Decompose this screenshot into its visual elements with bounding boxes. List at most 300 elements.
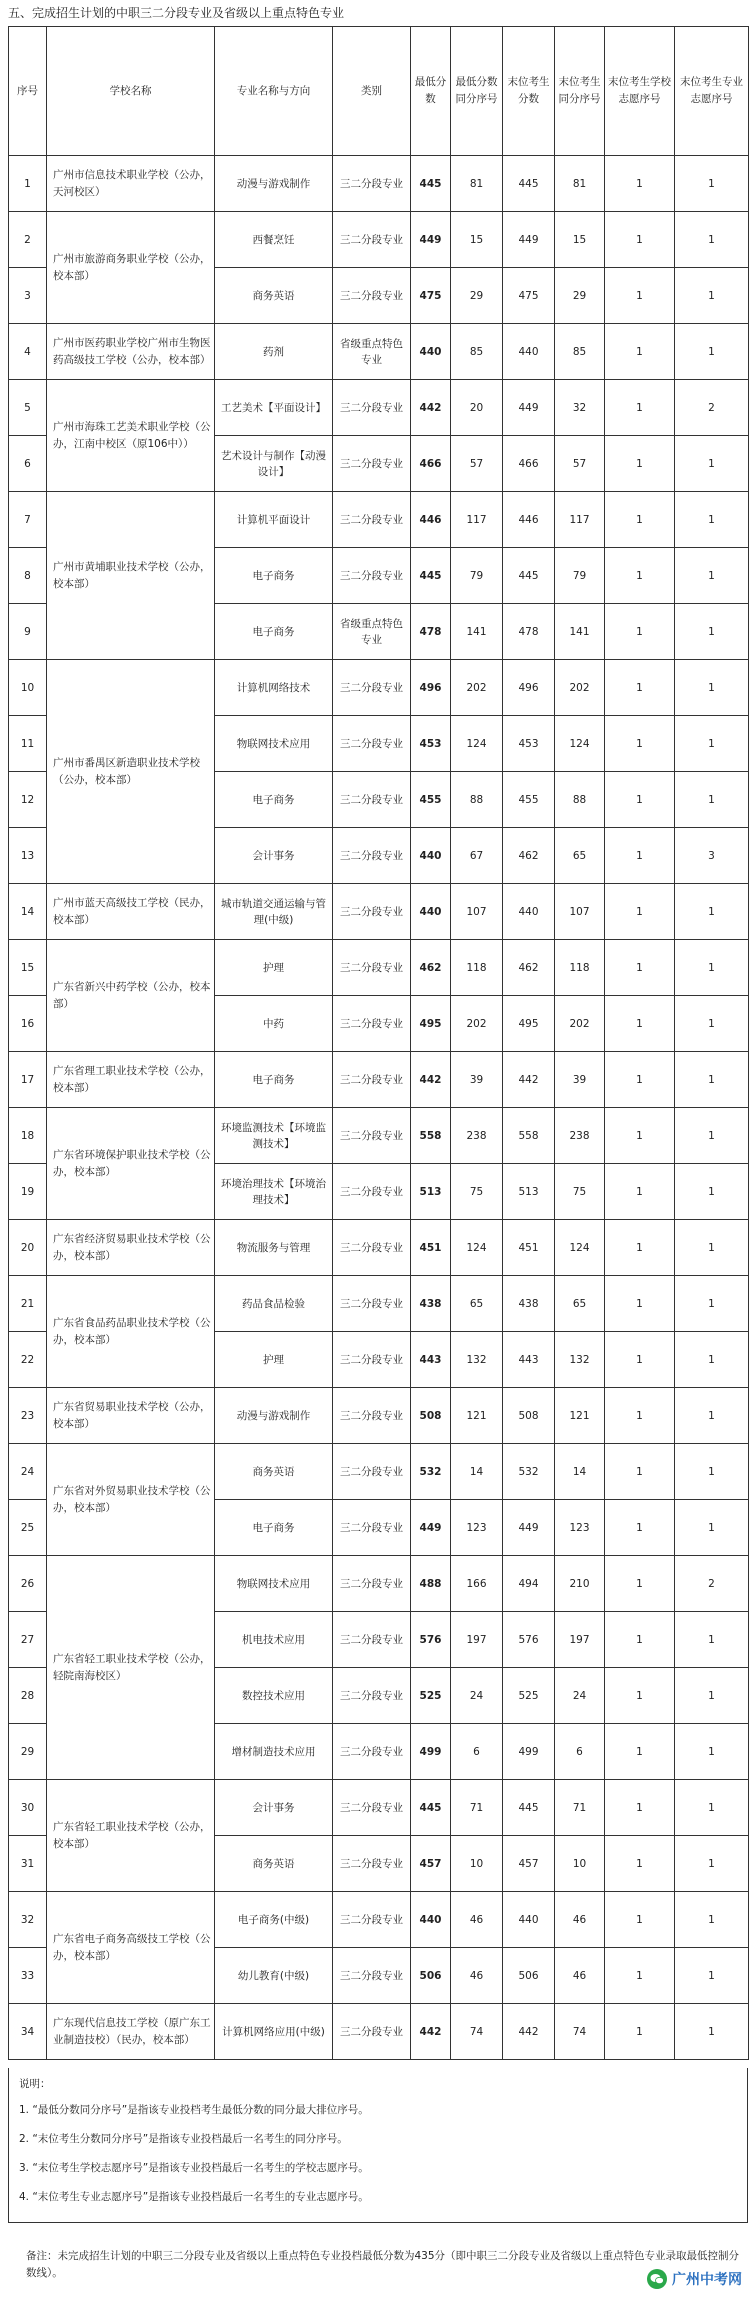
- cell-no: 23: [9, 1388, 47, 1444]
- cell-school-pref: 1: [605, 604, 675, 660]
- cell-category: 三二分段专业: [333, 1332, 411, 1388]
- cell-no: 11: [9, 716, 47, 772]
- cell-min-score: 440: [411, 324, 451, 380]
- cell-no: 30: [9, 1780, 47, 1836]
- cell-no: 32: [9, 1892, 47, 1948]
- cell-school-pref: 1: [605, 1276, 675, 1332]
- cell-major: 数控技术应用: [215, 1668, 333, 1724]
- cell-school-pref: 1: [605, 212, 675, 268]
- cell-category: 三二分段专业: [333, 1052, 411, 1108]
- table-row: [9, 1220, 749, 1276]
- cell-min-score: 478: [411, 604, 451, 660]
- cell-category: 三二分段专业: [333, 660, 411, 716]
- cell-min-score: 532: [411, 1444, 451, 1500]
- cell-last-score: 462: [503, 828, 555, 884]
- admission-table: [8, 26, 749, 2060]
- cell-major: 物联网技术应用: [215, 716, 333, 772]
- cell-major-pref: 1: [675, 156, 749, 212]
- cell-min-score: 499: [411, 1724, 451, 1780]
- cell-major: 物流服务与管理: [215, 1220, 333, 1276]
- cell-major-pref: 1: [675, 1388, 749, 1444]
- table-header-row: [9, 27, 749, 156]
- cell-last-rank: 118: [555, 940, 605, 996]
- cell-no: 15: [9, 940, 47, 996]
- cell-category: 三二分段专业: [333, 716, 411, 772]
- cell-major: 电子商务: [215, 1500, 333, 1556]
- cell-last-score: 455: [503, 772, 555, 828]
- header-last-score: 末位考生分数: [503, 27, 555, 156]
- header-major: 专业名称与方向: [215, 27, 333, 156]
- cell-major-pref: 1: [675, 1164, 749, 1220]
- cell-school-pref: 1: [605, 2004, 675, 2060]
- cell-last-score: 438: [503, 1276, 555, 1332]
- cell-last-rank: 197: [555, 1612, 605, 1668]
- cell-school: 广州市番禺区新造职业技术学校（公办，校本部）: [47, 660, 215, 884]
- cell-last-rank: 124: [555, 1220, 605, 1276]
- cell-school-pref: 1: [605, 492, 675, 548]
- cell-last-rank: 75: [555, 1164, 605, 1220]
- cell-major-pref: 1: [675, 1108, 749, 1164]
- cell-no: 1: [9, 156, 47, 212]
- cell-category: 三二分段专业: [333, 884, 411, 940]
- cell-no: 34: [9, 2004, 47, 2060]
- cell-major: 工艺美术【平面设计】: [215, 380, 333, 436]
- cell-major-pref: 1: [675, 436, 749, 492]
- cell-major-pref: 2: [675, 1556, 749, 1612]
- cell-last-score: 449: [503, 212, 555, 268]
- table-row: [9, 1780, 749, 1836]
- table-row: [9, 940, 749, 996]
- cell-school-pref: 1: [605, 1164, 675, 1220]
- cell-last-score: 462: [503, 940, 555, 996]
- cell-school-pref: 1: [605, 828, 675, 884]
- cell-school: 广州市蓝天高级技工学校（民办，校本部）: [47, 884, 215, 940]
- table-body: [9, 156, 749, 2060]
- cell-min-rank: 197: [451, 1612, 503, 1668]
- header-major-pref: 末位考生专业志愿序号: [675, 27, 749, 156]
- admission-table-wrap: [8, 26, 748, 2060]
- cell-major: 护理: [215, 940, 333, 996]
- cell-no: 25: [9, 1500, 47, 1556]
- cell-major-pref: 1: [675, 212, 749, 268]
- cell-last-rank: 32: [555, 380, 605, 436]
- cell-major: 商务英语: [215, 1836, 333, 1892]
- cell-category: 三二分段专业: [333, 1612, 411, 1668]
- cell-min-rank: 124: [451, 1220, 503, 1276]
- cell-school-pref: 1: [605, 660, 675, 716]
- cell-last-rank: 10: [555, 1836, 605, 1892]
- cell-major-pref: 3: [675, 828, 749, 884]
- cell-last-rank: 74: [555, 2004, 605, 2060]
- footnote: 备注：未完成招生计划的中职三二分段专业及省级以上重点特色专业投档最低分数为435分（即中职三二分段专业及省级以上重点特色专业录取最低控制分数线）。: [26, 2250, 740, 2279]
- cell-min-rank: 132: [451, 1332, 503, 1388]
- cell-last-score: 457: [503, 1836, 555, 1892]
- cell-min-rank: 202: [451, 660, 503, 716]
- cell-min-score: 496: [411, 660, 451, 716]
- cell-min-score: 462: [411, 940, 451, 996]
- cell-school-pref: 1: [605, 772, 675, 828]
- cell-school: 广州市海珠工艺美术职业学校（公办，江南中校区（原106中））: [47, 380, 215, 492]
- cell-school-pref: 1: [605, 548, 675, 604]
- cell-min-score: 506: [411, 1948, 451, 2004]
- cell-last-rank: 24: [555, 1668, 605, 1724]
- cell-last-rank: 39: [555, 1052, 605, 1108]
- cell-category: 三二分段专业: [333, 940, 411, 996]
- cell-last-rank: 107: [555, 884, 605, 940]
- cell-major: 计算机网络应用(中级): [215, 2004, 333, 2060]
- cell-school-pref: 1: [605, 1052, 675, 1108]
- cell-major-pref: 1: [675, 1724, 749, 1780]
- cell-category: 三二分段专业: [333, 1556, 411, 1612]
- cell-last-score: 513: [503, 1164, 555, 1220]
- cell-major: 城市轨道交通运输与管理(中级): [215, 884, 333, 940]
- cell-min-rank: 14: [451, 1444, 503, 1500]
- watermark-text: 广州中考网: [672, 2272, 742, 2288]
- cell-last-score: 494: [503, 1556, 555, 1612]
- cell-min-rank: 46: [451, 1892, 503, 1948]
- cell-school-pref: 1: [605, 380, 675, 436]
- cell-last-score: 453: [503, 716, 555, 772]
- cell-min-rank: 238: [451, 1108, 503, 1164]
- cell-major: 电子商务: [215, 1052, 333, 1108]
- cell-min-score: 442: [411, 380, 451, 436]
- cell-min-score: 558: [411, 1108, 451, 1164]
- cell-last-score: 508: [503, 1388, 555, 1444]
- cell-min-score: 453: [411, 716, 451, 772]
- cell-major: 幼儿教育(中级): [215, 1948, 333, 2004]
- cell-category: 三二分段专业: [333, 1500, 411, 1556]
- cell-min-score: 495: [411, 996, 451, 1052]
- cell-last-score: 478: [503, 604, 555, 660]
- cell-school: 广东省轻工职业技术学校（公办，校本部）: [47, 1780, 215, 1892]
- cell-min-rank: 24: [451, 1668, 503, 1724]
- cell-category: 三二分段专业: [333, 1108, 411, 1164]
- table-row: [9, 324, 749, 380]
- cell-school: 广东省电子商务高级技工学校（公办，校本部）: [47, 1892, 215, 2004]
- cell-major-pref: 1: [675, 1892, 749, 1948]
- table-row: [9, 1892, 749, 1948]
- header-min-score: 最低分数: [411, 27, 451, 156]
- page-title: 五、完成招生计划的中职三二分段专业及省级以上重点特色专业: [8, 6, 345, 20]
- table-row: [9, 380, 749, 436]
- cell-last-score: 525: [503, 1668, 555, 1724]
- cell-major: 计算机平面设计: [215, 492, 333, 548]
- cell-major-pref: 2: [675, 380, 749, 436]
- table-row: [9, 492, 749, 548]
- cell-school-pref: 1: [605, 1892, 675, 1948]
- cell-min-rank: 20: [451, 380, 503, 436]
- cell-category: 省级重点特色专业: [333, 604, 411, 660]
- cell-last-rank: 121: [555, 1388, 605, 1444]
- cell-last-rank: 123: [555, 1500, 605, 1556]
- cell-last-rank: 124: [555, 716, 605, 772]
- cell-school-pref: 1: [605, 324, 675, 380]
- cell-major: 增材制造技术应用: [215, 1724, 333, 1780]
- cell-last-score: 558: [503, 1108, 555, 1164]
- cell-major-pref: 1: [675, 1500, 749, 1556]
- cell-last-rank: 238: [555, 1108, 605, 1164]
- cell-min-rank: 71: [451, 1780, 503, 1836]
- cell-min-rank: 15: [451, 212, 503, 268]
- cell-no: 5: [9, 380, 47, 436]
- cell-min-rank: 123: [451, 1500, 503, 1556]
- cell-major: 环境监测技术【环境监测技术】: [215, 1108, 333, 1164]
- cell-category: 三二分段专业: [333, 1724, 411, 1780]
- cell-school: 广州市医药职业学校广州市生物医药高级技工学校（公办，校本部）: [47, 324, 215, 380]
- cell-no: 24: [9, 1444, 47, 1500]
- cell-min-score: 449: [411, 212, 451, 268]
- cell-school-pref: 1: [605, 156, 675, 212]
- header-min-rank: 最低分数同分序号: [451, 27, 503, 156]
- cell-school-pref: 1: [605, 1612, 675, 1668]
- cell-major: 西餐烹饪: [215, 212, 333, 268]
- note-item: 3. “末位考生学校志愿序号”是指该专业投档最后一名考生的学校志愿序号。: [19, 2162, 369, 2174]
- cell-min-score: 488: [411, 1556, 451, 1612]
- cell-category: 三二分段专业: [333, 436, 411, 492]
- cell-no: 6: [9, 436, 47, 492]
- cell-school: 广东省新兴中药学校（公办，校本部）: [47, 940, 215, 1052]
- cell-major-pref: 1: [675, 324, 749, 380]
- cell-last-score: 499: [503, 1724, 555, 1780]
- cell-major-pref: 1: [675, 884, 749, 940]
- cell-min-rank: 39: [451, 1052, 503, 1108]
- cell-last-rank: 29: [555, 268, 605, 324]
- table-row: [9, 212, 749, 268]
- cell-last-rank: 117: [555, 492, 605, 548]
- cell-last-rank: 46: [555, 1948, 605, 2004]
- cell-last-rank: 88: [555, 772, 605, 828]
- cell-no: 8: [9, 548, 47, 604]
- cell-major: 机电技术应用: [215, 1612, 333, 1668]
- cell-last-rank: 132: [555, 1332, 605, 1388]
- cell-min-rank: 75: [451, 1164, 503, 1220]
- cell-last-rank: 202: [555, 996, 605, 1052]
- cell-min-score: 455: [411, 772, 451, 828]
- cell-category: 三二分段专业: [333, 772, 411, 828]
- cell-min-rank: 10: [451, 1836, 503, 1892]
- cell-school: 广州市黄埔职业技术学校（公办，校本部）: [47, 492, 215, 660]
- cell-last-score: 495: [503, 996, 555, 1052]
- cell-min-rank: 81: [451, 156, 503, 212]
- cell-major: 计算机网络技术: [215, 660, 333, 716]
- cell-major: 药品食品检验: [215, 1276, 333, 1332]
- cell-major-pref: 1: [675, 1052, 749, 1108]
- cell-major: 电子商务(中级): [215, 1892, 333, 1948]
- cell-category: 三二分段专业: [333, 1164, 411, 1220]
- cell-min-score: 451: [411, 1220, 451, 1276]
- cell-last-rank: 85: [555, 324, 605, 380]
- cell-last-rank: 210: [555, 1556, 605, 1612]
- cell-school-pref: 1: [605, 436, 675, 492]
- cell-last-rank: 71: [555, 1780, 605, 1836]
- cell-no: 33: [9, 1948, 47, 2004]
- cell-min-score: 446: [411, 492, 451, 548]
- cell-major: 动漫与游戏制作: [215, 1388, 333, 1444]
- cell-no: 12: [9, 772, 47, 828]
- cell-last-score: 443: [503, 1332, 555, 1388]
- cell-category: 三二分段专业: [333, 1948, 411, 2004]
- cell-major-pref: 1: [675, 604, 749, 660]
- header-school: 学校名称: [47, 27, 215, 156]
- cell-min-score: 508: [411, 1388, 451, 1444]
- cell-major-pref: 1: [675, 716, 749, 772]
- table-row: [9, 1388, 749, 1444]
- cell-no: 18: [9, 1108, 47, 1164]
- cell-min-score: 440: [411, 884, 451, 940]
- cell-no: 26: [9, 1556, 47, 1612]
- cell-school-pref: 1: [605, 940, 675, 996]
- cell-major: 护理: [215, 1332, 333, 1388]
- cell-major-pref: 1: [675, 940, 749, 996]
- table-row: [9, 660, 749, 716]
- cell-last-score: 506: [503, 1948, 555, 2004]
- cell-category: 三二分段专业: [333, 492, 411, 548]
- table-row: [9, 1444, 749, 1500]
- cell-school: 广东省对外贸易职业技术学校（公办，校本部）: [47, 1444, 215, 1556]
- cell-category: 三二分段专业: [333, 1388, 411, 1444]
- cell-last-rank: 141: [555, 604, 605, 660]
- cell-major-pref: 1: [675, 660, 749, 716]
- cell-major: 电子商务: [215, 772, 333, 828]
- table-row: [9, 1276, 749, 1332]
- cell-school-pref: 1: [605, 996, 675, 1052]
- cell-last-score: 442: [503, 1052, 555, 1108]
- header-category: 类别: [333, 27, 411, 156]
- cell-last-score: 496: [503, 660, 555, 716]
- cell-major: 电子商务: [215, 604, 333, 660]
- cell-major-pref: 1: [675, 548, 749, 604]
- table-row: [9, 1556, 749, 1612]
- header-school-pref: 末位考生学校志愿序号: [605, 27, 675, 156]
- cell-last-rank: 65: [555, 1276, 605, 1332]
- cell-category: 三二分段专业: [333, 1836, 411, 1892]
- cell-last-rank: 6: [555, 1724, 605, 1780]
- cell-school-pref: 1: [605, 1836, 675, 1892]
- cell-last-score: 440: [503, 884, 555, 940]
- cell-school: 广东现代信息技工学校（原广东工业制造技校）（民办，校本部）: [47, 2004, 215, 2060]
- cell-last-rank: 202: [555, 660, 605, 716]
- cell-school: 广东省食品药品职业技术学校（公办，校本部）: [47, 1276, 215, 1388]
- cell-school-pref: 1: [605, 1108, 675, 1164]
- cell-no: 13: [9, 828, 47, 884]
- cell-min-rank: 202: [451, 996, 503, 1052]
- cell-min-rank: 65: [451, 1276, 503, 1332]
- cell-last-score: 445: [503, 548, 555, 604]
- cell-major-pref: 1: [675, 492, 749, 548]
- cell-min-rank: 121: [451, 1388, 503, 1444]
- cell-min-score: 457: [411, 1836, 451, 1892]
- cell-min-score: 445: [411, 156, 451, 212]
- cell-min-score: 513: [411, 1164, 451, 1220]
- cell-min-score: 445: [411, 1780, 451, 1836]
- table-row: [9, 156, 749, 212]
- cell-last-score: 446: [503, 492, 555, 548]
- cell-school-pref: 1: [605, 1948, 675, 2004]
- cell-last-rank: 57: [555, 436, 605, 492]
- cell-major-pref: 1: [675, 996, 749, 1052]
- cell-last-score: 576: [503, 1612, 555, 1668]
- cell-min-rank: 29: [451, 268, 503, 324]
- cell-no: 19: [9, 1164, 47, 1220]
- cell-major-pref: 1: [675, 1836, 749, 1892]
- cell-major-pref: 1: [675, 772, 749, 828]
- table-row: [9, 1052, 749, 1108]
- cell-major: 物联网技术应用: [215, 1556, 333, 1612]
- cell-school-pref: 1: [605, 1444, 675, 1500]
- cell-no: 22: [9, 1332, 47, 1388]
- cell-school-pref: 1: [605, 1724, 675, 1780]
- cell-min-score: 443: [411, 1332, 451, 1388]
- cell-school-pref: 1: [605, 1668, 675, 1724]
- cell-no: 14: [9, 884, 47, 940]
- cell-last-rank: 81: [555, 156, 605, 212]
- cell-last-rank: 15: [555, 212, 605, 268]
- cell-major-pref: 1: [675, 268, 749, 324]
- cell-last-score: 451: [503, 1220, 555, 1276]
- cell-category: 三二分段专业: [333, 1668, 411, 1724]
- cell-school-pref: 1: [605, 716, 675, 772]
- cell-major-pref: 1: [675, 1332, 749, 1388]
- cell-category: 三二分段专业: [333, 1780, 411, 1836]
- cell-min-score: 438: [411, 1276, 451, 1332]
- cell-no: 2: [9, 212, 47, 268]
- cell-school: 广东省经济贸易职业技术学校（公办，校本部）: [47, 1220, 215, 1276]
- cell-min-score: 475: [411, 268, 451, 324]
- cell-category: 三二分段专业: [333, 1892, 411, 1948]
- wechat-icon: [647, 2269, 667, 2289]
- cell-no: 3: [9, 268, 47, 324]
- note-item: 2. “末位考生分数同分序号”是指该专业投档最后一名考生的同分序号。: [19, 2133, 348, 2145]
- cell-min-rank: 141: [451, 604, 503, 660]
- cell-min-rank: 124: [451, 716, 503, 772]
- cell-last-score: 440: [503, 324, 555, 380]
- cell-school-pref: 1: [605, 1388, 675, 1444]
- cell-school-pref: 1: [605, 268, 675, 324]
- cell-category: 三二分段专业: [333, 1220, 411, 1276]
- cell-no: 9: [9, 604, 47, 660]
- cell-school: 广州市旅游商务职业学校（公办，校本部）: [47, 212, 215, 324]
- cell-min-rank: 57: [451, 436, 503, 492]
- cell-category: 三二分段专业: [333, 380, 411, 436]
- cell-last-score: 445: [503, 156, 555, 212]
- cell-min-score: 576: [411, 1612, 451, 1668]
- cell-major: 药剂: [215, 324, 333, 380]
- cell-major-pref: 1: [675, 1220, 749, 1276]
- cell-school-pref: 1: [605, 1780, 675, 1836]
- cell-school-pref: 1: [605, 1220, 675, 1276]
- cell-category: 三二分段专业: [333, 1444, 411, 1500]
- cell-no: 28: [9, 1668, 47, 1724]
- cell-min-score: 440: [411, 828, 451, 884]
- cell-major-pref: 1: [675, 1948, 749, 2004]
- cell-last-rank: 79: [555, 548, 605, 604]
- cell-last-score: 466: [503, 436, 555, 492]
- cell-school-pref: 1: [605, 884, 675, 940]
- cell-major: 商务英语: [215, 1444, 333, 1500]
- cell-no: 31: [9, 1836, 47, 1892]
- cell-min-rank: 6: [451, 1724, 503, 1780]
- table-row: [9, 1108, 749, 1164]
- cell-no: 16: [9, 996, 47, 1052]
- cell-last-score: 532: [503, 1444, 555, 1500]
- cell-category: 三二分段专业: [333, 268, 411, 324]
- cell-no: 29: [9, 1724, 47, 1780]
- cell-school: 广东省环境保护职业技术学校（公办，校本部）: [47, 1108, 215, 1220]
- cell-major-pref: 1: [675, 1444, 749, 1500]
- cell-no: 4: [9, 324, 47, 380]
- cell-min-rank: 166: [451, 1556, 503, 1612]
- cell-min-rank: 117: [451, 492, 503, 548]
